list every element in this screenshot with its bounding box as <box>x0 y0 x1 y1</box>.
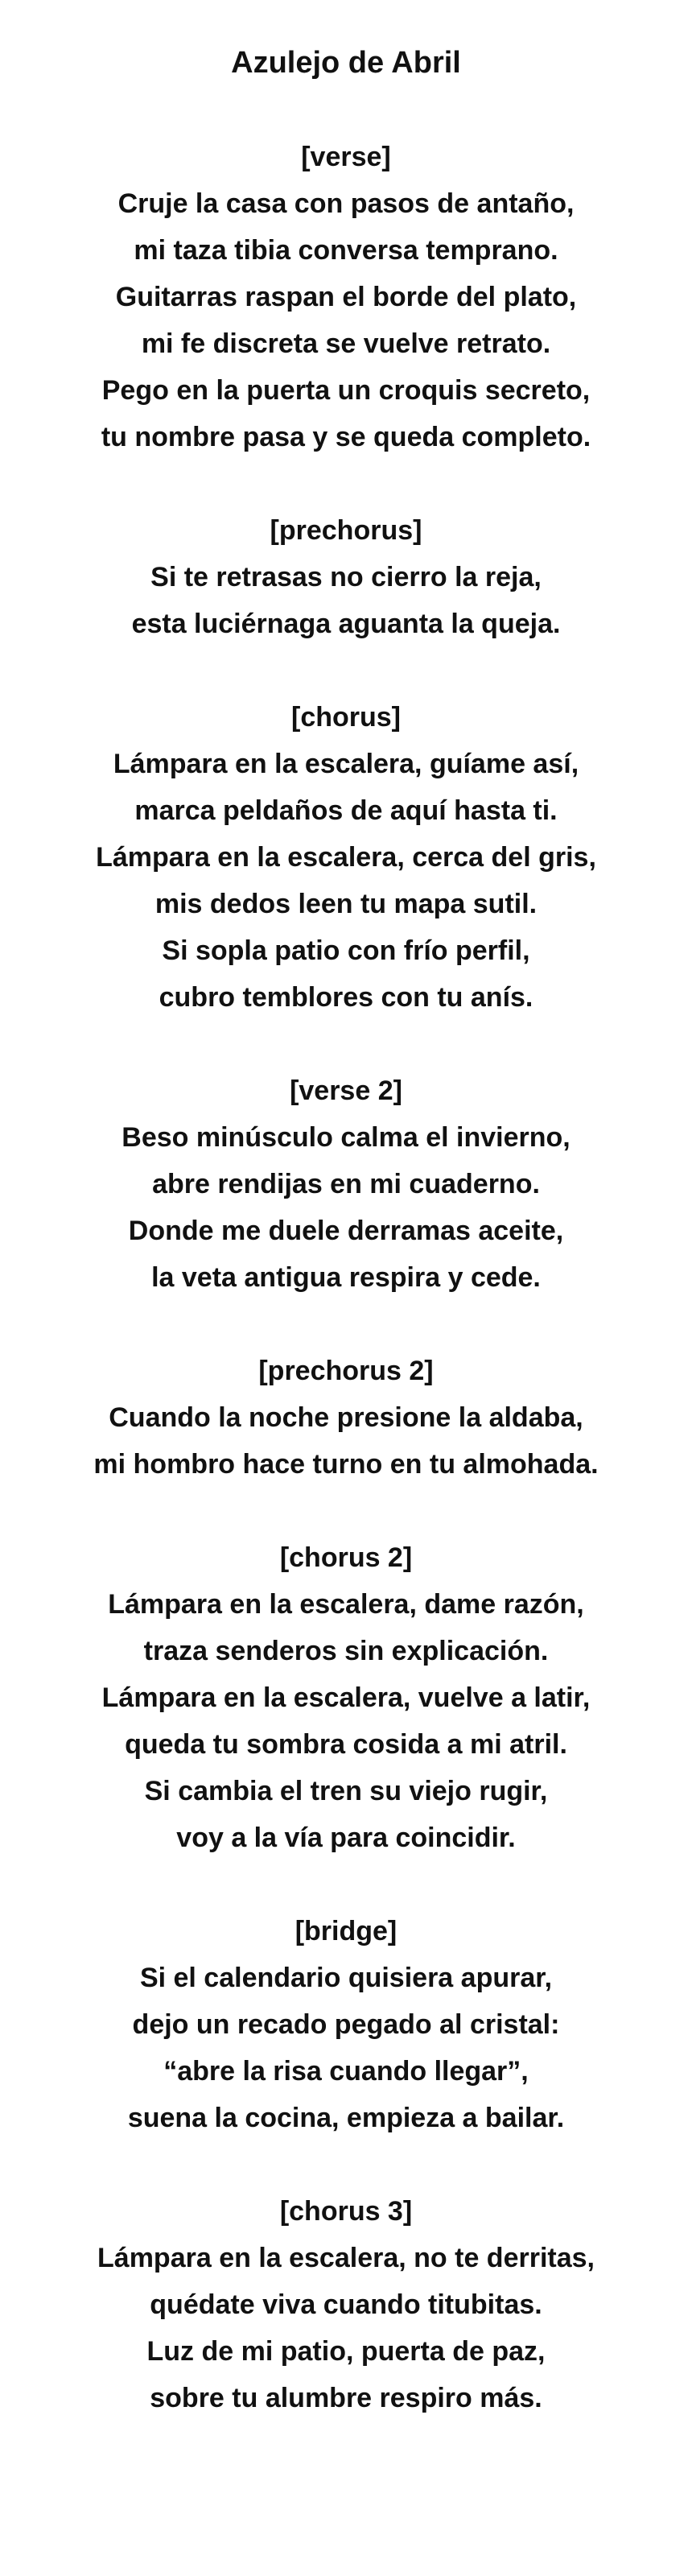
section-label: [prechorus 2] <box>258 1356 434 1386</box>
lyric-line: tu nombre pasa y se queda completo. <box>101 422 591 452</box>
lyric-line: la veta antigua respira y cede. <box>151 1262 541 1293</box>
lyric-line: Guitarras raspan el borde del plato, <box>115 282 577 312</box>
lyric-line: Beso minúsculo calma el invierno, <box>122 1122 570 1153</box>
lyric-line: suena la cocina, empieza a bailar. <box>127 2103 565 2133</box>
lyric-line: cubro temblores con tu anís. <box>159 982 533 1013</box>
lyric-line: dejo un recado pegado al cristal: <box>132 2009 560 2040</box>
lyric-line: Lámpara en la escalera, vuelve a latir, <box>101 1682 591 1713</box>
lyric-line: Si el calendario quisiera apurar, <box>139 1963 553 1993</box>
lyric-line: quédate viva cuando titubitas. <box>150 2289 542 2320</box>
lyric-line: Luz de mi patio, puerta de paz, <box>146 2336 546 2367</box>
lyric-line: traza senderos sin explicación. <box>143 1636 549 1666</box>
lyrics-section <box>0 1908 692 2141</box>
lyric-line: mi hombro hace turno en tu almohada. <box>93 1449 599 1480</box>
lyrics-section <box>0 134 692 460</box>
lyric-line: mis dedos leen tu mapa sutil. <box>154 889 538 919</box>
section-label: [verse] <box>301 142 391 172</box>
lyric-line: Si cambia el tren su viejo rugir, <box>144 1776 548 1806</box>
lyric-line: Pego en la puerta un croquis secreto, <box>101 375 591 406</box>
lyric-line: esta luciérnaga aguanta la queja. <box>131 609 561 639</box>
lyrics-section <box>0 507 692 647</box>
lyric-line: “abre la risa cuando llegar”, <box>163 2056 529 2087</box>
lyric-line: Lámpara en la escalera, guíame así, <box>113 749 579 779</box>
lyrics-section <box>0 1348 692 1488</box>
lyric-line: queda tu sombra cosida a mi atril. <box>125 1729 567 1760</box>
lyric-line: mi fe discreta se vuelve retrato. <box>141 328 551 359</box>
lyrics-section <box>0 694 692 1021</box>
lyric-line: marca peldaños de aquí hasta ti. <box>134 795 558 826</box>
lyric-line: Cruje la casa con pasos de antaño, <box>117 188 575 219</box>
lyric-line: mi taza tibia conversa temprano. <box>134 235 558 266</box>
lyric-line: Lámpara en la escalera, dame razón, <box>108 1589 584 1620</box>
song-title: Azulejo de Abril <box>231 46 461 80</box>
lyrics-sections <box>0 134 692 2421</box>
lyric-line: sobre tu alumbre respiro más. <box>150 2383 542 2413</box>
lyric-line: Lámpara en la escalera, cerca del gris, <box>96 842 596 873</box>
lyrics-section <box>0 2188 692 2421</box>
lyric-line: voy a la vía para coincidir. <box>176 1823 516 1853</box>
lyrics-section <box>0 1534 692 1861</box>
section-label: [chorus 2] <box>279 1542 413 1573</box>
section-label: [chorus] <box>291 702 401 733</box>
section-label: [chorus 3] <box>279 2196 413 2227</box>
section-label: [bridge] <box>295 1916 397 1946</box>
lyric-line: Donde me duele derramas aceite, <box>128 1216 564 1246</box>
lyric-line: abre rendijas en mi cuaderno. <box>152 1169 540 1199</box>
lyric-line: Si sopla patio con frío perfil, <box>162 935 530 966</box>
lyric-line: Si te retrasas no cierro la reja, <box>150 562 542 592</box>
section-label: [prechorus] <box>270 515 422 546</box>
lyric-line: Lámpara en la escalera, no te derritas, <box>97 2243 595 2273</box>
lyrics-section <box>0 1067 692 1301</box>
lyric-line: Cuando la noche presione la aldaba, <box>109 1402 583 1433</box>
section-label: [verse 2] <box>290 1075 402 1106</box>
